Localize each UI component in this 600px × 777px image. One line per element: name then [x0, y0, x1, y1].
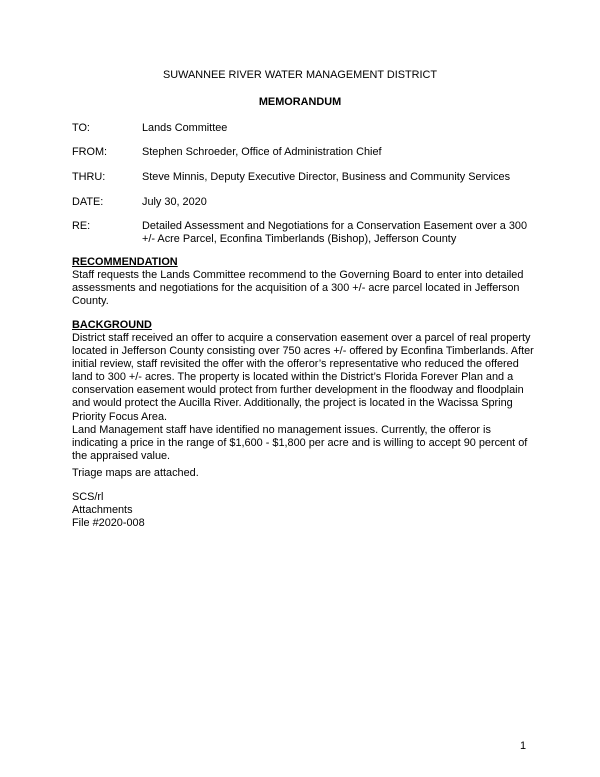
thru-value: Steve Minnis, Deputy Executive Director, Business and Community Services — [142, 171, 511, 183]
footer-block — [72, 491, 534, 530]
date-label: DATE: — [72, 196, 104, 208]
recommendation-heading: RECOMMENDATION — [72, 256, 178, 268]
from-value: Stephen Schroeder, Office of Administration Chief — [142, 146, 382, 158]
date-value: July 30, 2020 — [142, 196, 207, 208]
attachments-label: Attachments — [72, 504, 133, 517]
background-section — [72, 319, 534, 463]
recommendation-section — [72, 256, 534, 308]
triage-note: Triage maps are attached. — [72, 467, 199, 479]
background-paragraph-2: Land Management staff have identified no management issues. Currently, the offeror is indicating a price in the range of $1,600 - $1,800 per acre and is willing to accept 90 percent of the appraised value. — [72, 423, 528, 462]
background-paragraph-1: District staff received an offer to acquire a conservation easement over a parcel of real property located in Jefferson County consisting over 750 acres +/- offered by Econfina Timberlands. After initial review, staff revisited the offer with the offeror’s representative who reduced the offered land to 300 +/- acres. The property is located within the District’s Florida Forever Plan and a conservation easement would protect from further development in the floodway and floodplain and would protect the Aucilla River. Additionally, the project is located in the Wacissa Spring Priority Focus Area. — [72, 332, 534, 423]
re-label: RE: — [72, 220, 91, 232]
to-label: TO: — [72, 122, 90, 134]
re-value: Detailed Assessment and Negotiations for a Conservation Easement over a 300 +/- Acre Parcel, Econfina Timberlands (Bishop), Jefferson County — [142, 220, 528, 246]
initials: SCS/rl — [72, 491, 104, 503]
from-label: FROM: — [72, 146, 108, 158]
memo-title: MEMORANDUM — [258, 96, 342, 108]
page-number: 1 — [520, 740, 527, 752]
background-heading: BACKGROUND — [72, 319, 152, 331]
organization-name: SUWANNEE RIVER WATER MANAGEMENT DISTRICT — [162, 69, 438, 81]
file-number: File #2020-008 — [72, 517, 145, 530]
thru-label: THRU: — [72, 171, 106, 183]
recommendation-text: Staff requests the Lands Committee recommend to the Governing Board to enter into detailed assessments and negotiations for the acquisition of a 300 +/- acre parcel located in Jefferson County. — [72, 269, 524, 308]
to-value: Lands Committee — [142, 122, 228, 134]
